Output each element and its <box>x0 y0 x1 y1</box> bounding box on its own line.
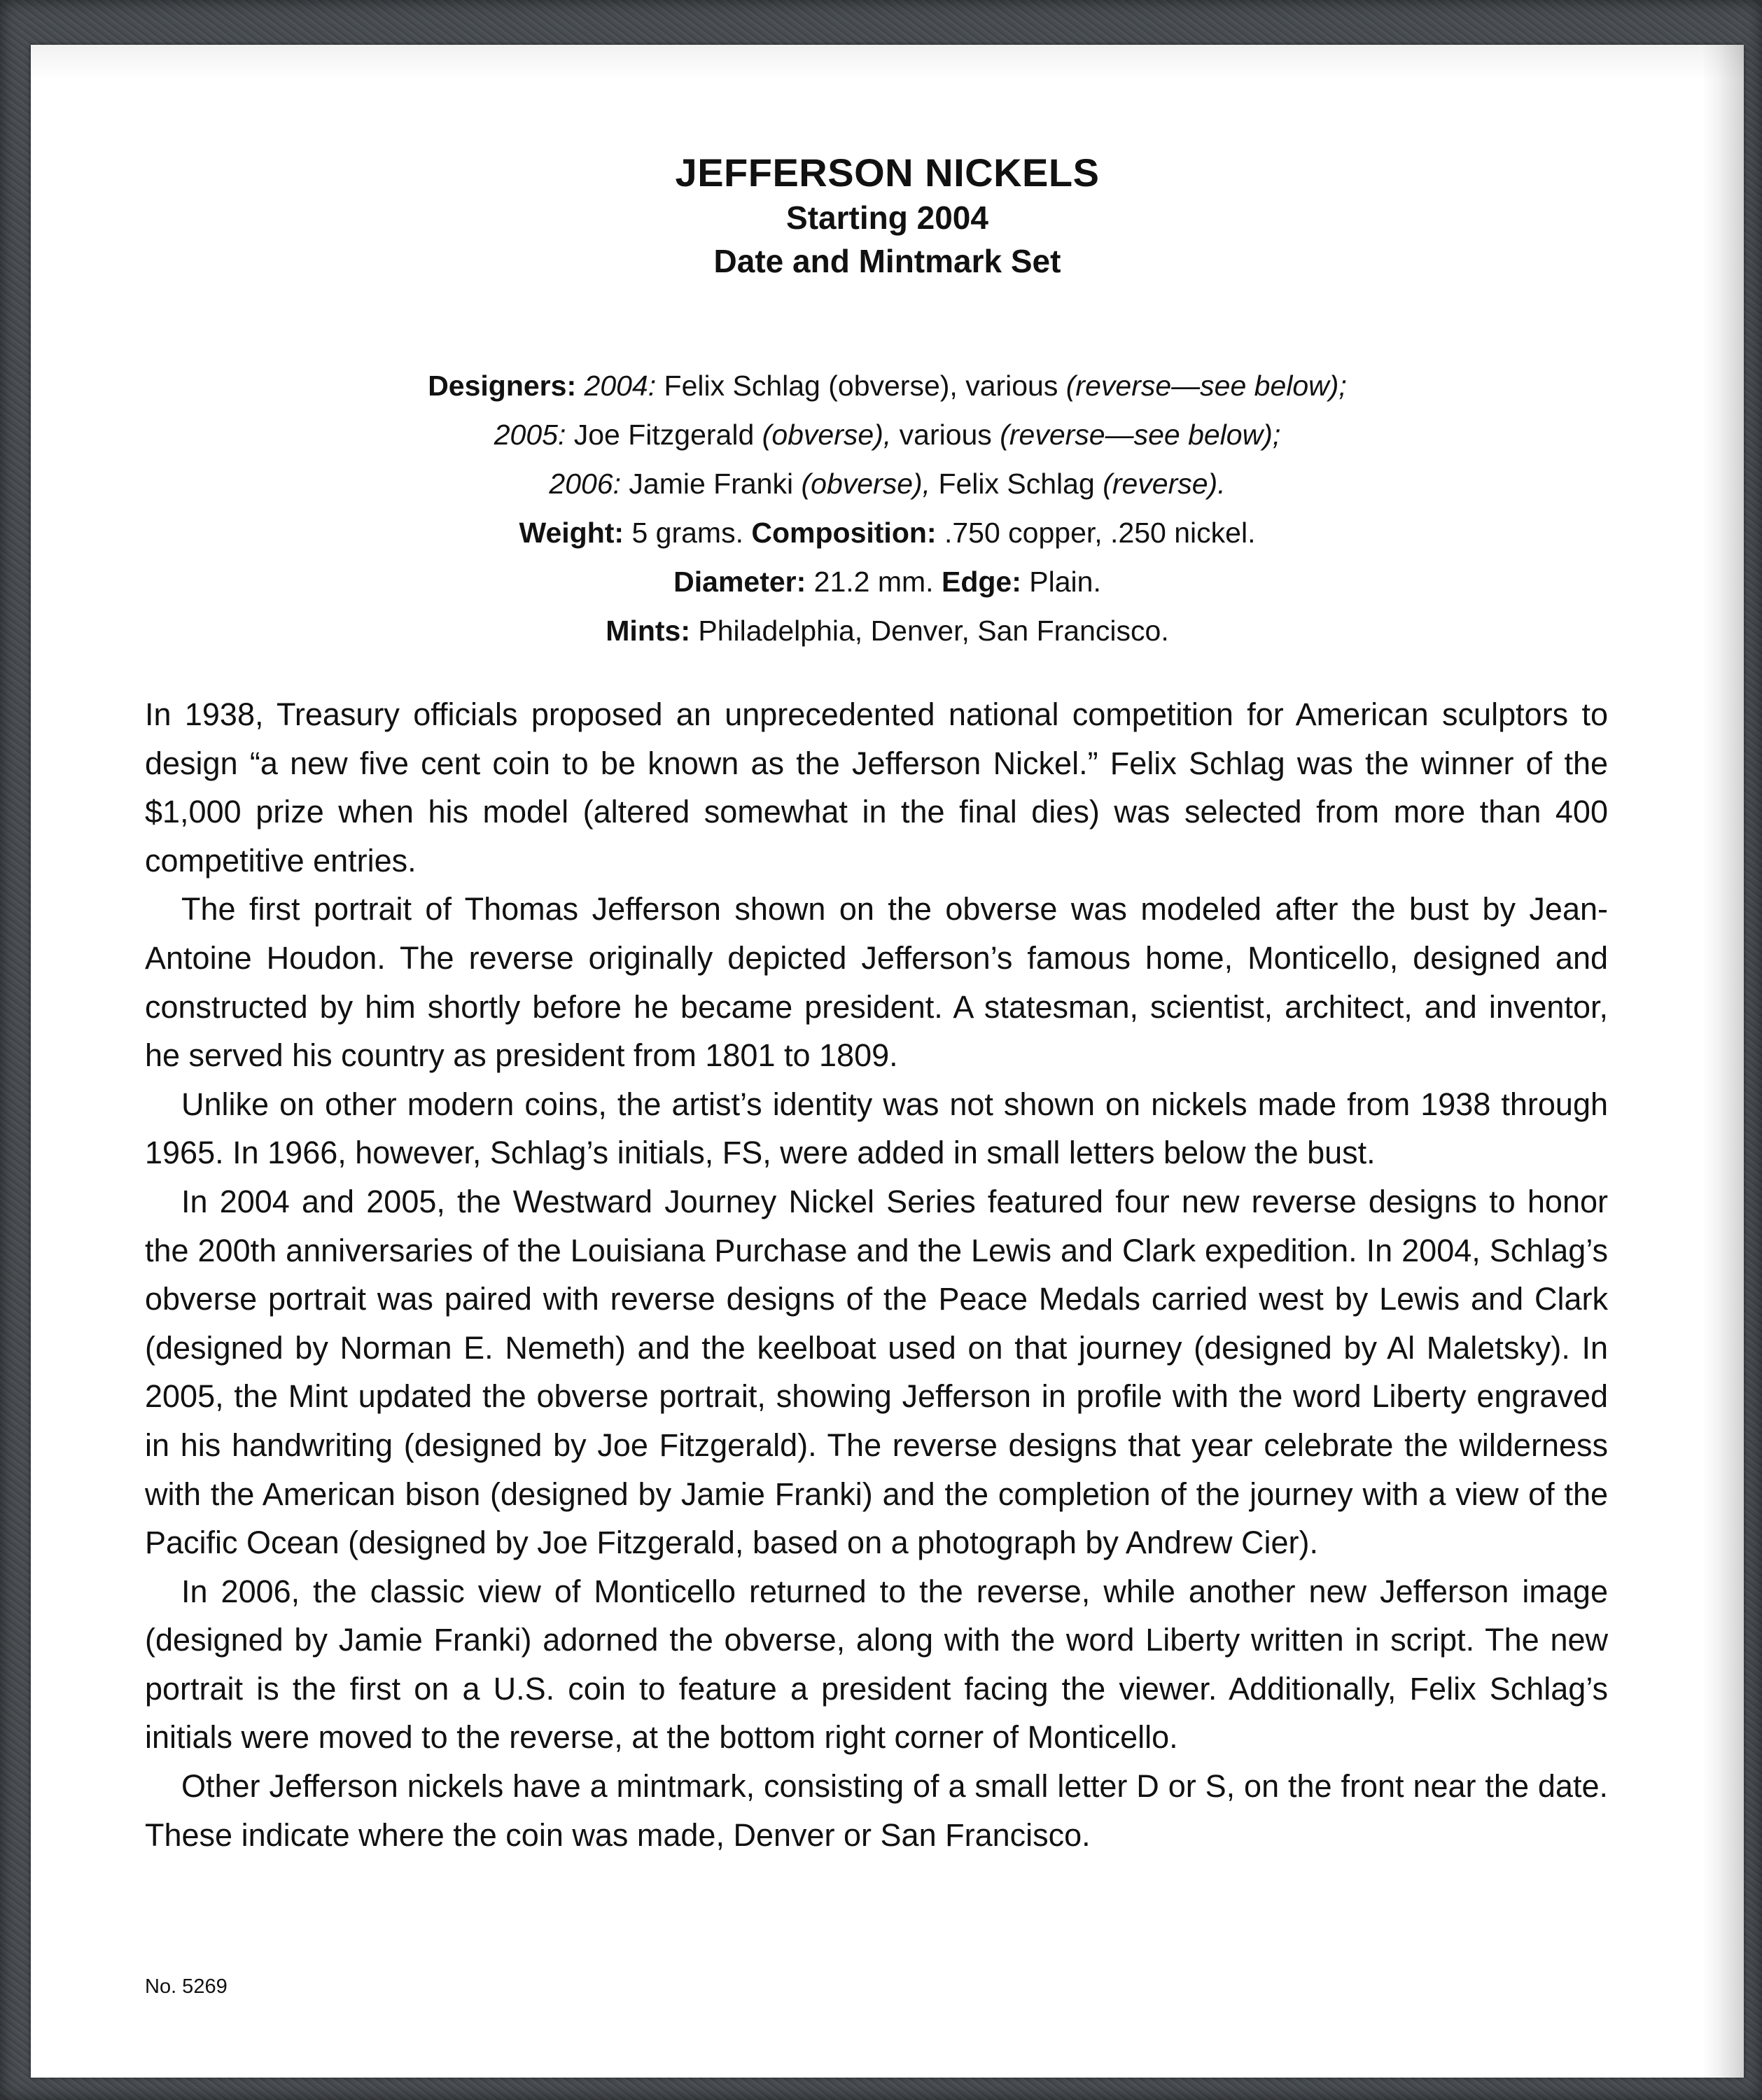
reverse-designer-2006: Felix Schlag <box>938 468 1095 500</box>
designers-line-2005 <box>31 410 1744 459</box>
composition-value: .750 copper, .250 nickel. <box>944 517 1256 549</box>
weight-value: 5 grams. <box>631 517 743 549</box>
year-2004: 2004: <box>584 370 657 402</box>
page-title: JEFFERSON NICKELS <box>675 150 1100 195</box>
diameter-label: Diameter: <box>673 566 806 598</box>
reverse-note-2005: (reverse—see below); <box>1000 419 1281 451</box>
year-2006: 2006: <box>549 468 621 500</box>
composition-label: Composition: <box>751 517 937 549</box>
reverse-note-2006: (reverse). <box>1103 468 1226 500</box>
paragraph-artist-identity: Unlike on other modern coins, the artist’s identity was not shown on nickels made from 1938 through 1965. In 1966, however, Schlag’s initials, FS, were added in small letters below the bust. <box>145 1086 1608 1171</box>
diameter-value: 21.2 mm. <box>813 566 934 598</box>
various-2005: various <box>899 419 992 451</box>
page-header <box>31 150 1744 283</box>
edge-label: Edge: <box>941 566 1021 598</box>
history-text <box>145 690 1608 1859</box>
designers-label: Designers: <box>428 370 577 402</box>
designer-2004-obverse: Felix Schlag (obverse), various <box>664 370 1058 402</box>
page-subtitle-start: Starting 2004 <box>786 200 988 236</box>
diameter-edge-line <box>31 557 1744 606</box>
mints-label: Mints: <box>606 615 690 647</box>
obverse-note-2006: (obverse), <box>801 468 931 500</box>
designers-line-2004 <box>31 361 1744 410</box>
page-top-shade <box>31 45 1744 80</box>
mints-value: Philadelphia, Denver, San Francisco. <box>698 615 1169 647</box>
paragraph-mintmark: Other Jefferson nickels have a mintmark, consisting of a small letter D or S, on the front near the date. These indicate where the coin was made, Denver or San Francisco. <box>145 1768 1608 1853</box>
coin-specifications <box>31 361 1744 655</box>
designer-2006: Jamie Franki <box>629 468 794 500</box>
paragraph-1938-competition: In 1938, Treasury officials proposed an unprecedented national competition for American sculptors to design “a new five cent coin to be known as the Jefferson Nickel.” Felix Schlag was the winner of the $1,000 prize when his model (altered somewhat in the final dies) was selected from more than 400 competitive entries. <box>145 696 1608 878</box>
edge-value: Plain. <box>1029 566 1101 598</box>
page-edge-shade <box>1702 45 1744 2078</box>
paragraph-first-portrait: The first portrait of Thomas Jefferson shown on the obverse was modeled after the bust by Jean-Antoine Houdon. The reverse originally depicted Jefferson’s famous home, Monticello, designed and constructed by him shortly before he became president. A statesman, scientist, architect, and inventor, he served his country as president from 1801 to 1809. <box>145 891 1608 1074</box>
year-2005: 2005: <box>494 419 566 451</box>
reverse-note-2004: (reverse—see below); <box>1065 370 1347 402</box>
mints-line <box>31 606 1744 655</box>
designers-line-2006 <box>31 459 1744 508</box>
album-page <box>31 45 1744 2078</box>
paragraph-westward-journey: In 2004 and 2005, the Westward Journey Nickel Series featured four new reverse designs to honor the 200th anniversaries of the Louisiana Purchase and the Lewis and Clark expedition. In 2004, Schlag’s obverse portrait was paired with reverse designs of the Peace Medals carried west by Lewis and Clark (designed by Norman E. Nemeth) and the keelboat used on that journey (designed by Al Maletsky). In 2005, the Mint updated the obverse portrait, showing Jefferson in profile with the word Liberty engraved in his handwriting (designed by Joe Fitzgerald). The reverse designs that year celebrate the wilderness with the American bison (designed by Jamie Franki) and the completion of the journey with a view of the Pacific Ocean (designed by Joe Fitzgerald, based on a photograph by Andrew Cier). <box>145 1183 1608 1561</box>
designer-2005: Joe Fitzgerald <box>573 419 755 451</box>
obverse-note-2005: (obverse), <box>762 419 892 451</box>
weight-composition-line <box>31 508 1744 557</box>
catalog-number: No. 5269 <box>145 1975 228 1998</box>
page-subtitle-set: Date and Mintmark Set <box>713 243 1061 279</box>
paragraph-2006-redesign: In 2006, the classic view of Monticello returned to the reverse, while another new Jefferson image (designed by Jamie Franki) adorned the obverse, along with the word Liberty written in script. The new portrait is the first on a U.S. coin to feature a president facing the viewer. Additionally, Felix Schlag’s initials were moved to the reverse, at the bottom right corner of Monticello. <box>145 1573 1608 1756</box>
weight-label: Weight: <box>519 517 624 549</box>
